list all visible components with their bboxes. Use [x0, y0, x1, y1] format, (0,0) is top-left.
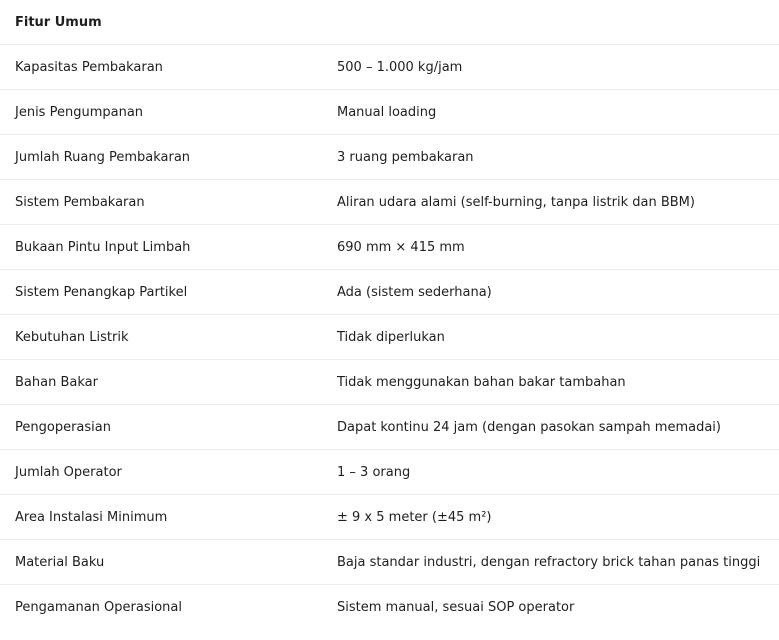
table-row [0, 360, 779, 405]
feature-cell: Jumlah Ruang Pembakaran [0, 135, 337, 180]
feature-cell: Bahan Bakar [0, 360, 337, 405]
feature-cell: Pengoperasian [0, 405, 337, 450]
value-cell: 690 mm × 415 mm [337, 225, 779, 270]
header-feature: Fitur Umum [0, 0, 337, 45]
value-cell: Sistem manual, sesuai SOP operator [337, 599, 575, 615]
value-cell: Manual loading [337, 90, 779, 135]
value-cell: Ada (sistem sederhana) [337, 270, 779, 315]
feature-cell: Pengamanan Operasional [15, 599, 182, 615]
feature-cell: Sistem Penangkap Partikel [0, 270, 337, 315]
table-row [0, 45, 779, 90]
table-row [0, 450, 779, 495]
value-cell: Tidak diperlukan [337, 315, 779, 360]
table-row [0, 540, 779, 585]
feature-cell: Area Instalasi Minimum [0, 495, 337, 540]
value-cell: Aliran udara alami (self-burning, tanpa listrik dan BBM) [337, 180, 779, 225]
table-header-row [0, 0, 779, 45]
table-row [0, 180, 779, 225]
feature-cell: Kapasitas Pembakaran [0, 45, 337, 90]
value-cell: Dapat kontinu 24 jam (dengan pasokan sampah memadai) [337, 405, 779, 450]
table-row [0, 270, 779, 315]
value-cell: 1 – 3 orang [337, 450, 779, 495]
table-row [0, 90, 779, 135]
table-row [0, 315, 779, 360]
feature-cell: Kebutuhan Listrik [0, 315, 337, 360]
table-row [0, 495, 779, 540]
table-row [0, 225, 779, 270]
value-cell: Baja standar industri, dengan refractory brick tahan panas tinggi [337, 540, 779, 585]
feature-cell: Material Baku [0, 540, 337, 585]
value-cell: 3 ruang pembakaran [337, 135, 779, 180]
feature-cell: Sistem Pembakaran [0, 180, 337, 225]
feature-cell: Jumlah Operator [0, 450, 337, 495]
feature-cell: Jenis Pengumpanan [0, 90, 337, 135]
feature-cell: Bukaan Pintu Input Limbah [0, 225, 337, 270]
value-cell: Tidak menggunakan bahan bakar tambahan [337, 360, 779, 405]
table-row [0, 405, 779, 450]
value-cell: 500 – 1.000 kg/jam [337, 45, 779, 90]
table-row [0, 135, 779, 180]
header-value [337, 0, 779, 45]
table-row [0, 585, 779, 630]
value-cell: ± 9 x 5 meter (±45 m²) [337, 495, 779, 540]
